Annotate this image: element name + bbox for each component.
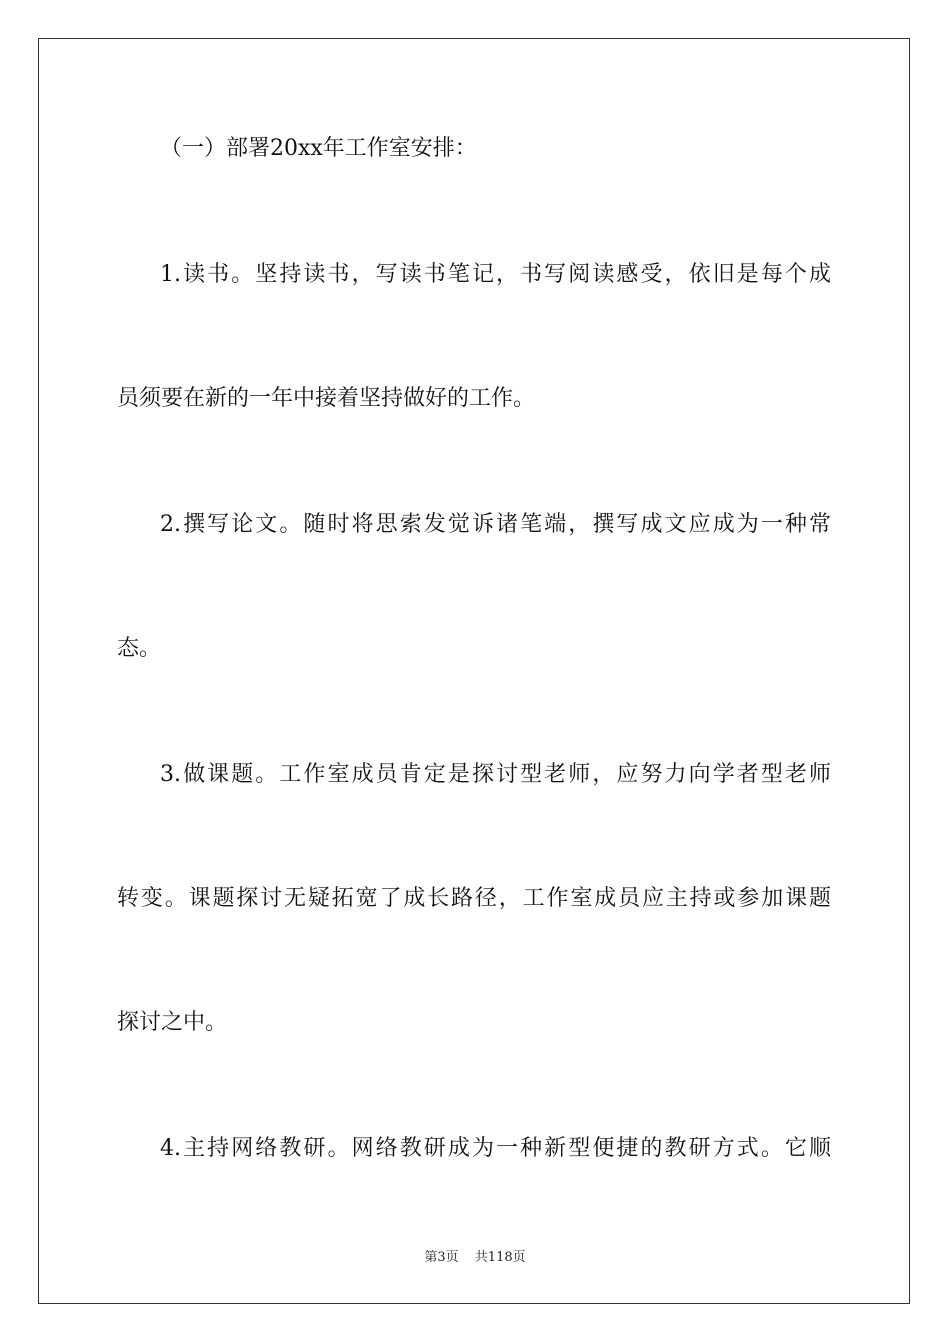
paragraph-line: 2.撰写论文。随时将思索发觉诉诸笔端，撰写成文应成为一种常	[160, 512, 831, 537]
page-number-total: 共118页	[474, 1250, 526, 1265]
page-border	[38, 38, 910, 1304]
paragraph-line: 探讨之中。	[117, 1010, 228, 1035]
paragraph-line: 员须要在新的一年中接着坚持做好的工作。	[117, 386, 536, 411]
page-footer	[0, 1246, 950, 1265]
paragraph-line: 态。	[117, 636, 162, 661]
paragraph-line: 3.做课题。工作室成员肯定是探讨型老师，应努力向学者型老师	[160, 762, 831, 787]
paragraph-line: 4.主持网络教研。网络教研成为一种新型便捷的教研方式。它顺	[160, 1136, 831, 1161]
paragraph-line: 转变。课题探讨无疑拓宽了成长路径，工作室成员应主持或参加课题	[117, 886, 831, 911]
paragraph-line: 1.读书。坚持读书，写读书笔记，书写阅读感受，依旧是每个成	[160, 262, 831, 287]
page-number-current: 第3页	[424, 1250, 459, 1265]
section-heading: （一）部署20xx年工作室安排：	[160, 136, 477, 161]
